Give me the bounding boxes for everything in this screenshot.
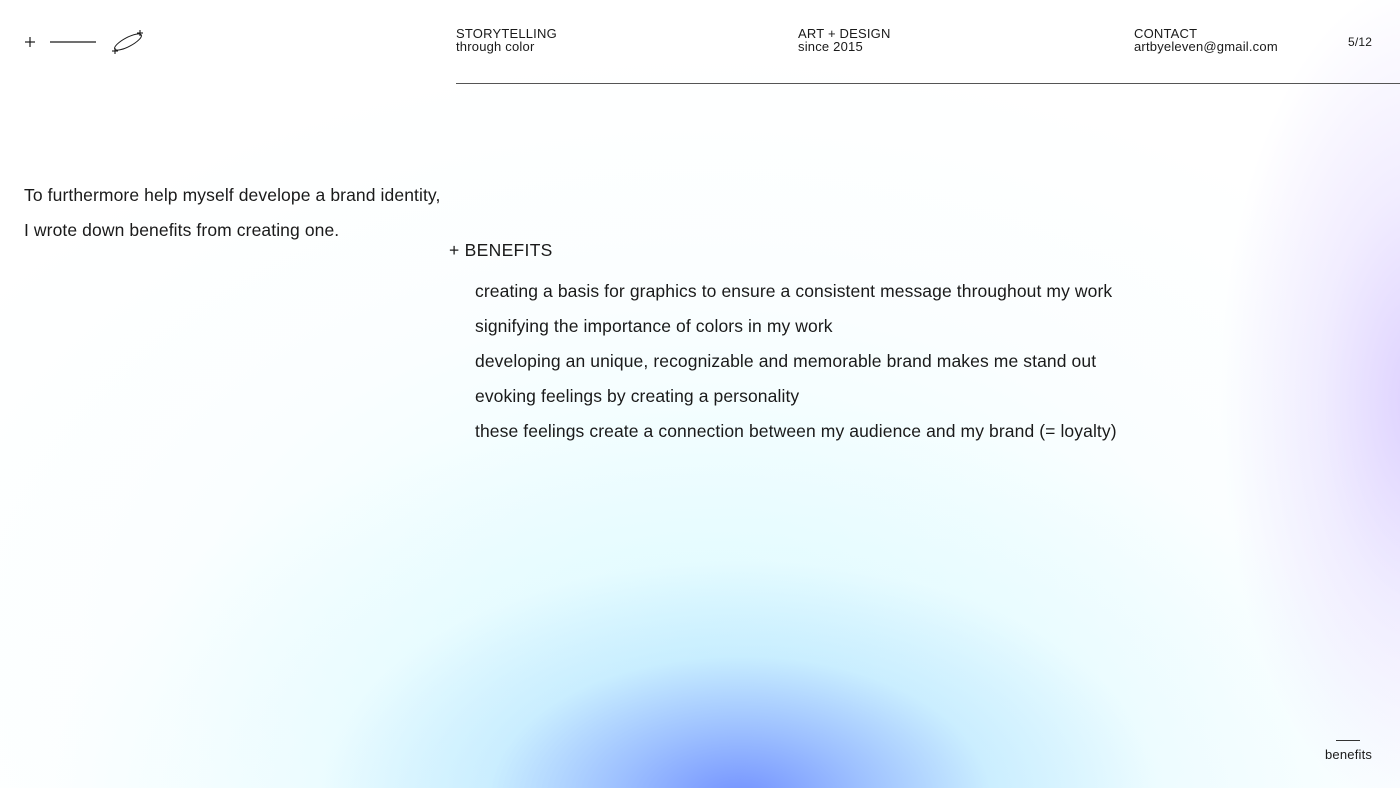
header-art-design: [798, 27, 891, 53]
benefits-list: [475, 274, 1117, 449]
header-storytelling: [456, 27, 557, 53]
benefit-item: developing an unique, recognizable and memorable brand makes me stand out: [475, 351, 1097, 371]
header-storytelling-title: STORYTELLING: [456, 26, 557, 41]
benefit-item: these feelings create a connection between my audience and my brand (= loyalty): [475, 421, 1117, 441]
header-storytelling-subtitle: through color: [456, 39, 535, 54]
contact-email-link[interactable]: artbyeleven@gmail.com: [1134, 39, 1278, 54]
plus-line-orbit-logo-icon: [22, 28, 152, 58]
intro-line-2: I wrote down benefits from creating one.: [24, 220, 340, 240]
benefit-item: evoking feelings by creating a personality: [475, 386, 800, 406]
header-art-design-title: ART + DESIGN: [798, 26, 891, 41]
benefit-item: signifying the importance of colors in my work: [475, 316, 833, 336]
intro-text: [24, 178, 440, 248]
page-number: 5/12: [1348, 35, 1373, 49]
header-contact: [1134, 27, 1278, 53]
benefit-item: creating a basis for graphics to ensure a consistent message throughout my work: [475, 281, 1113, 301]
benefits-heading: + BENEFITS: [449, 240, 553, 260]
intro-line-1: To furthermore help myself develope a brand identity,: [24, 185, 441, 205]
header-contact-title: CONTACT: [1134, 26, 1198, 41]
logo: [22, 28, 152, 58]
section-label: benefits: [1325, 747, 1373, 762]
footer-divider: [1336, 740, 1360, 741]
header-divider: [456, 83, 1400, 84]
header-art-design-subtitle: since 2015: [798, 39, 863, 54]
